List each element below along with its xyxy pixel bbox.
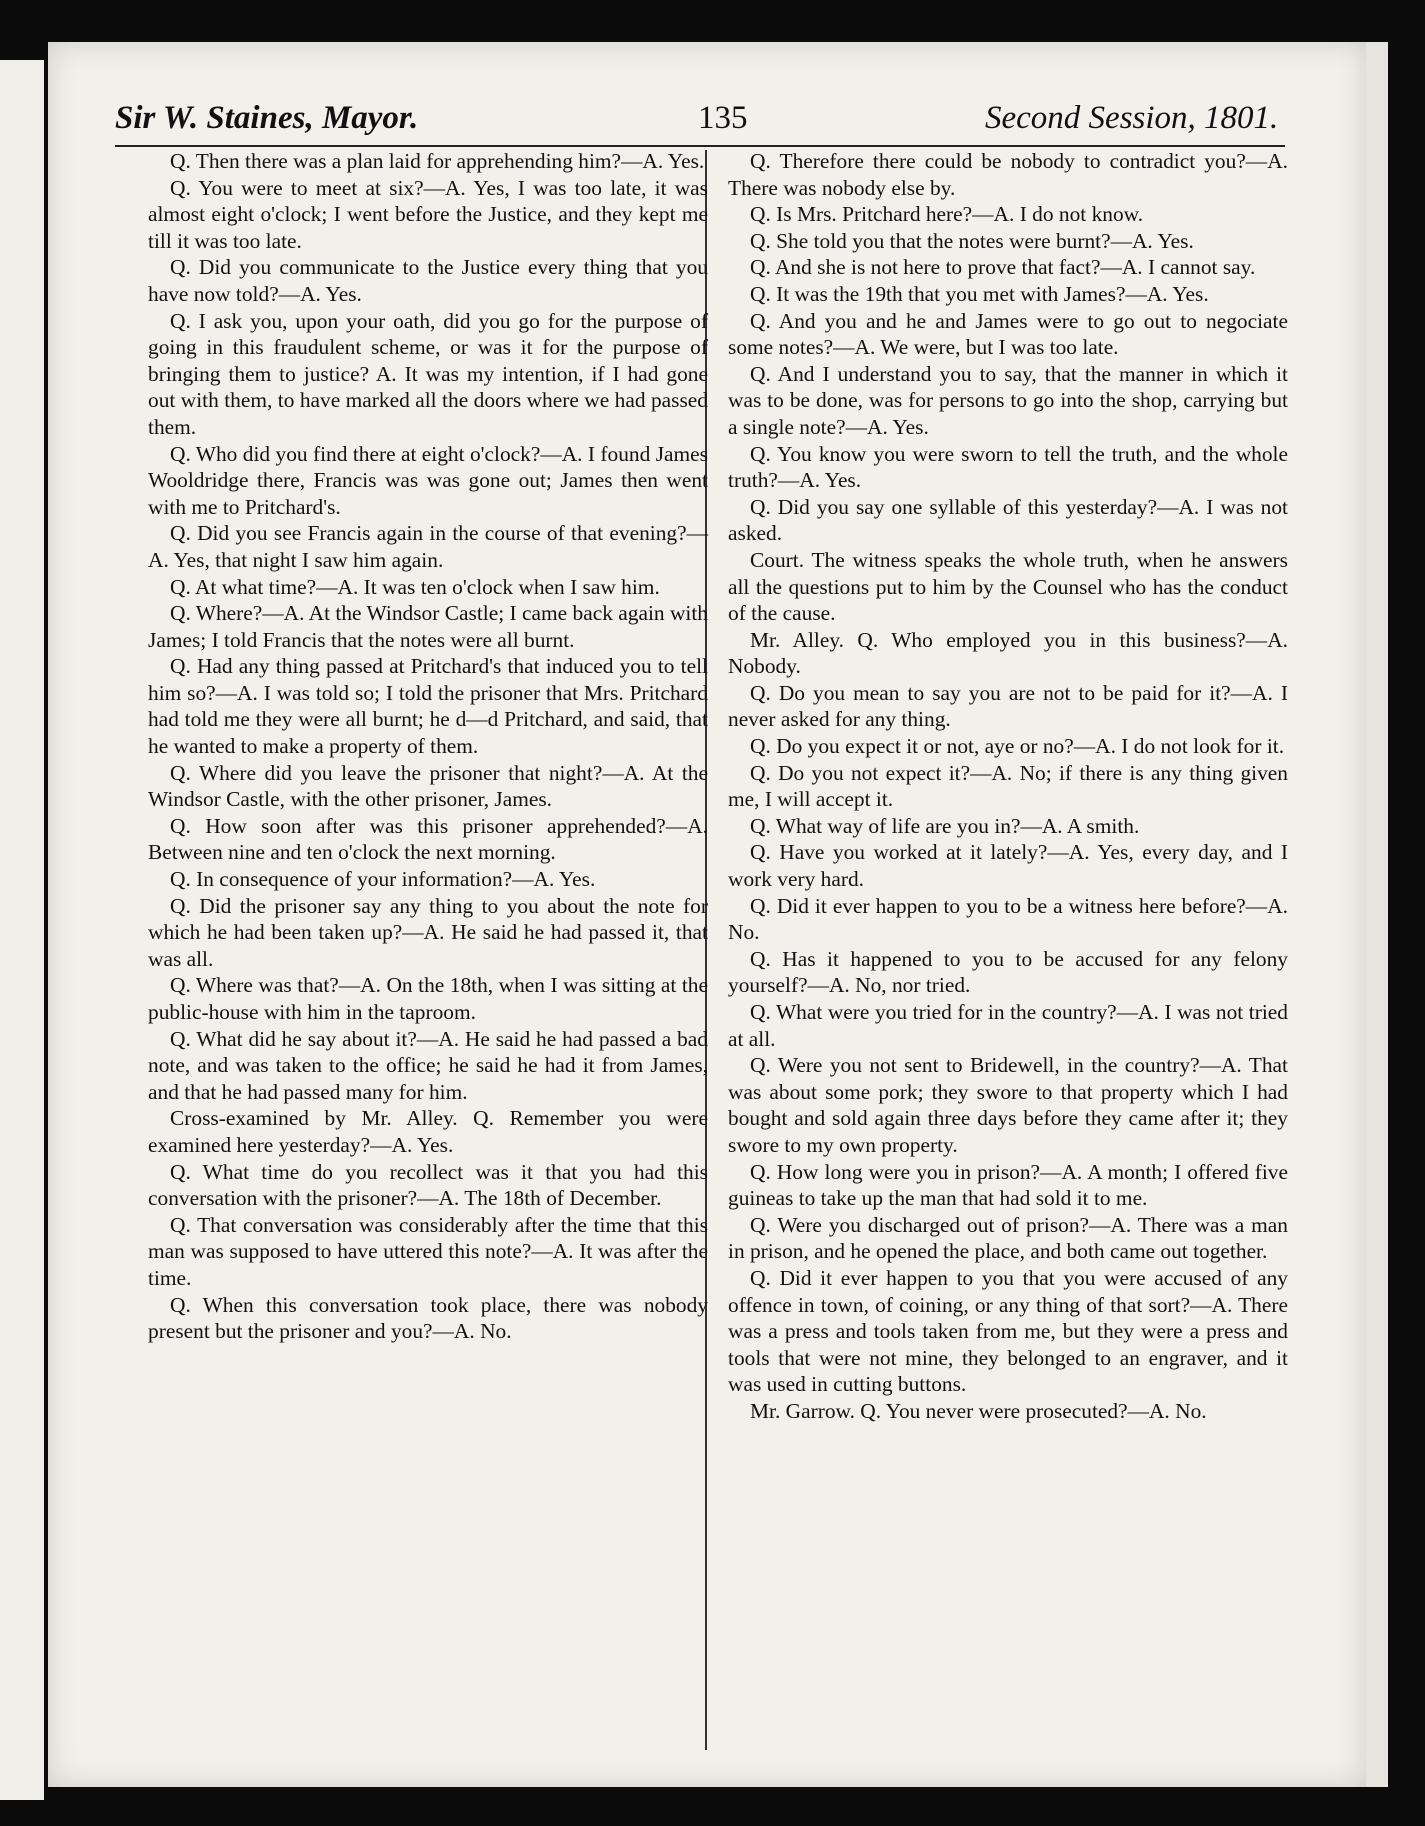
paragraph: Q. What time do you recollect was it that you had this conversation with the prisoner?—A. The 18th of December. — [148, 1159, 708, 1211]
paragraph: Q. Has it happened to you to be accused for any felony yourself?—A. No, nor tried. — [728, 946, 1288, 998]
paragraph: Q. Who did you find there at eight o'clock?—A. I found James Wooldridge there, Francis was was gone out; James then went with me to Pritchard's. — [148, 441, 708, 519]
paragraph: Q. Therefore there could be nobody to contradict you?—A. There was nobody else by. — [728, 149, 1288, 200]
paragraph: Q. Did it ever happen to you that you were accused of any offence in town, of coining, or any thing of that sort?—A. There was a press and tools taken from me, but they were a press and tools that were not mine, they belonged to an engraver, and it was used in cutting buttons. — [728, 1265, 1288, 1397]
paragraph: Mr. Garrow. Q. You never were prosecuted?—A. No. — [750, 1398, 1207, 1423]
paragraph: Q. Were you discharged out of prison?—A. There was a man in prison, and he opened the place, and both came out together. — [728, 1212, 1288, 1264]
paragraph: Q. In consequence of your information?—A. Yes. — [170, 867, 596, 892]
paragraph: Q. That conversation was considerably after the time that this man was supposed to have uttered this note?—A. It was after the time. — [148, 1212, 708, 1290]
paragraph: Q. Then there was a plan laid for apprehending him?—A. Yes. — [170, 149, 705, 173]
paragraph: Q. Did you see Francis again in the course of that evening?—A. Yes, that night I saw him again. — [148, 521, 708, 572]
paragraph: Q. Have you worked at it lately?—A. Yes, every day, and I work very hard. — [728, 840, 1288, 892]
page-number: 135 — [698, 100, 748, 136]
paragraph: Q. And she is not here to prove that fact?—A. I cannot say. — [750, 255, 1256, 280]
paragraph: Q. Did it ever happen to you to be a witness here before?—A. No. — [728, 893, 1288, 945]
paragraph: Cross-examined by Mr. Alley. Q. Remember you were examined here yesterday?—A. Yes. — [148, 1106, 708, 1157]
page-edge-left — [0, 60, 44, 1800]
right-column — [728, 148, 1288, 1425]
paragraph: Q. What did he say about it?—A. He said he had passed a bad note, and was taken to the office; he said he had it from James, and that he had passed many for him. — [148, 1026, 708, 1104]
paragraph: Q. What were you tried for in the country?—A. I was not tried at all. — [728, 1000, 1288, 1051]
paragraph: Q. Did the prisoner say any thing to you about the note for which he had been taken up?—A. He said he had passed it, that was all. — [148, 893, 708, 971]
paragraph: Q. What way of life are you in?—A. A smith. — [750, 813, 1140, 838]
paragraph: Q. Were you not sent to Bridewell, in the country?—A. That was about some pork; they swore to that property which I had bought and sold again three days before they came after it; they swore to my own property. — [728, 1053, 1288, 1157]
paragraph: Q. Did you communicate to the Justice every thing that you have now told?—A. Yes. — [148, 255, 708, 306]
header-rule — [115, 145, 1285, 147]
paragraph: Q. She told you that the notes were burnt?—A. Yes. — [750, 228, 1194, 253]
paragraph: Q. Do you not expect it?—A. No; if there is any thing given me, I will accept it. — [728, 760, 1288, 812]
paragraph: Q. I ask you, upon your oath, did you go for the purpose of going in this fraudulent scheme, or was it for the purpose of bringing them to justice? A. It was my intention, if I had gone out with them, to have marked all the doors where we had passed them. — [148, 308, 708, 439]
paragraph: Q. Where did you leave the prisoner that night?—A. At the Windsor Castle, with the other prisoner, James. — [148, 760, 708, 812]
paragraph: Q. At what time?—A. It was ten o'clock when I saw him. — [170, 574, 660, 599]
paragraph: Mr. Alley. Q. Who employed you in this business?—A. Nobody. — [728, 627, 1288, 679]
paragraph: Q. You know you were sworn to tell the truth, and the whole truth?—A. Yes. — [728, 441, 1288, 493]
paragraph: Q. How soon after was this prisoner apprehended?—A. Between nine and ten o'clock the next morning. — [148, 813, 708, 865]
running-header-left: Sir W. Staines, Mayor. — [115, 100, 419, 136]
paragraph: Q. Do you expect it or not, aye or no?—A. I do not look for it. — [750, 734, 1285, 759]
paragraph: Q. Where was that?—A. On the 18th, when I was sitting at the public-house with him in the taproom. — [148, 973, 708, 1024]
paragraph: Q. Did you say one syllable of this yesterday?—A. I was not asked. — [728, 494, 1288, 546]
paragraph: Q. How long were you in prison?—A. A month; I offered five guineas to take up the man that had sold it to me. — [728, 1159, 1288, 1211]
paragraph: Q. Is Mrs. Pritchard here?—A. I do not know. — [750, 202, 1144, 227]
paragraph: Q. Had any thing passed at Pritchard's that induced you to tell him so?—A. I was told so; I told the prisoner that Mrs. Pritchard had told me they were all burnt; he d—d Pritchard, and said, that he wanted to make a property of them. — [148, 654, 708, 759]
paragraph: Q. When this conversation took place, there was nobody present but the prisoner and you?—A. No. — [148, 1292, 708, 1344]
left-column — [148, 148, 708, 1345]
paragraph: Q. And you and he and James were to go out to negociate some notes?—A. We were, but I was too late. — [728, 308, 1288, 360]
paragraph: Q. You were to meet at six?—A. Yes, I was too late, it was almost eight o'clock; I went before the Justice, and they kept me till it was too late. — [148, 175, 708, 253]
page-edge-right — [1366, 42, 1388, 1787]
paragraph: Q. Do you mean to say you are not to be paid for it?—A. I never asked for any thing. — [728, 680, 1288, 732]
paragraph: Court. The witness speaks the whole truth, when he answers all the questions put to him by the Counsel who has the conduct of the cause. — [728, 547, 1288, 626]
paragraph: Q. Where?—A. At the Windsor Castle; I came back again with James; I told Francis that the notes were all burnt. — [148, 601, 708, 652]
paragraph: Q. And I understand you to say, that the manner in which it was to be done, was for persons to go into the shop, carrying but a single note?—A. Yes. — [728, 361, 1288, 439]
running-header-right: Second Session, 1801. — [985, 100, 1279, 136]
paragraph: Q. It was the 19th that you met with James?—A. Yes. — [750, 281, 1209, 306]
